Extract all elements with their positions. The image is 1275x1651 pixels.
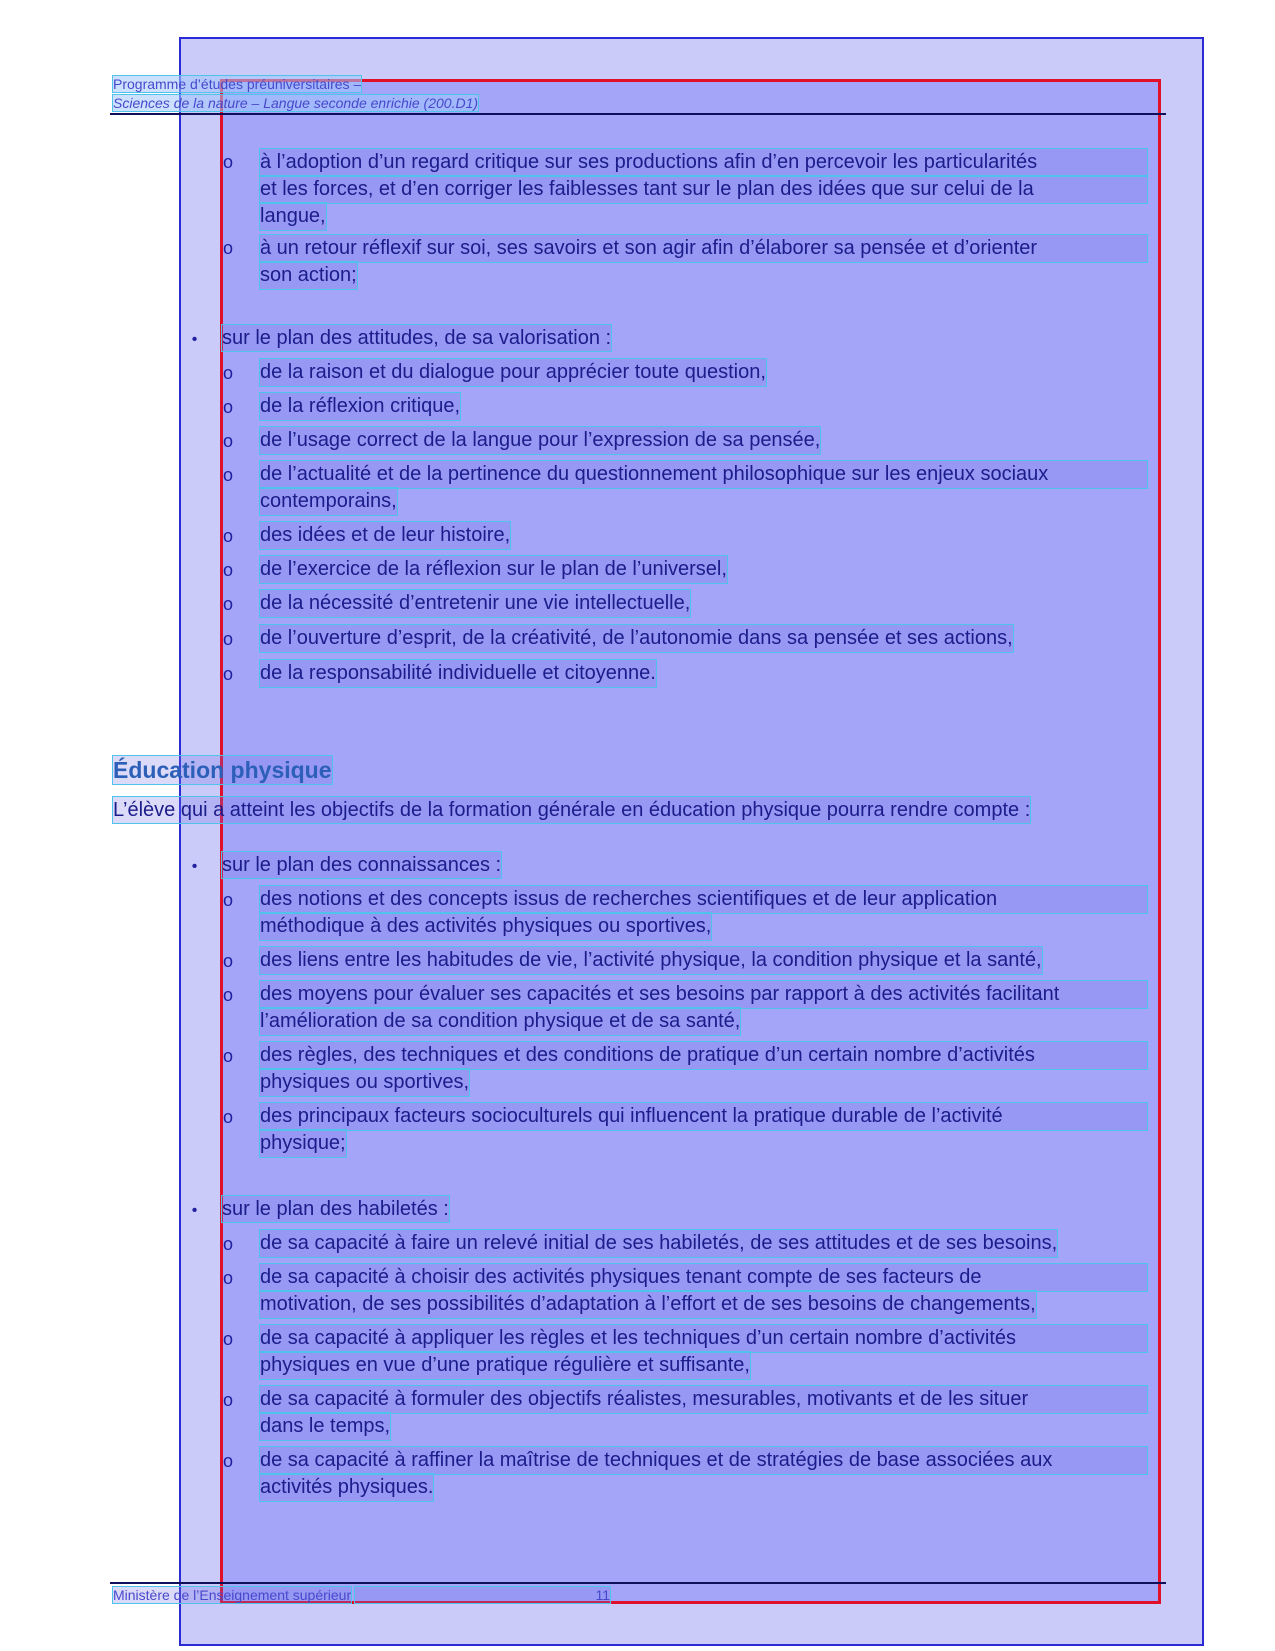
sub-bullet: o [223,363,234,383]
sub-bullet: o [223,664,234,684]
sub-bullet: o [223,1390,234,1410]
connaissances-heading: sur le plan des connaissances : [222,854,502,876]
page-number: 11 [355,1587,610,1603]
list-item: de sa capacité à raffiner la maîtrise de techniques et de stratégies de base associées aux activités physiques. [260,1447,1160,1501]
footer-rule [110,1582,1166,1584]
list-item: des principaux facteurs socioculturels qui influencent la pratique durable de l’activité physique; [260,1103,1160,1157]
habiletes-heading: sur le plan des habiletés : [222,1198,449,1220]
line: langue, [260,203,326,230]
bullet: • [191,1202,198,1219]
list-item: des règles, des techniques et des conditions de pratique d’un certain nombre d’activités physiques ou sportives, [260,1042,1160,1096]
list-item [260,149,1160,230]
header-rule [110,113,1166,115]
sub-bullet: o [223,1046,234,1066]
list-item: des notions et des concepts issus de recherches scientifiques et de leur application méthodique à des activités physiques ou sportives, [260,886,1160,940]
sub-bullet: o [223,594,234,614]
list-item: de la raison et du dialogue pour apprécier toute question, [260,359,1160,386]
list-item: des moyens pour évaluer ses capacités et ses besoins par rapport à des activités facilitant l’amélioration de sa condition physique et de sa santé, [260,981,1160,1035]
bullet: • [191,331,198,348]
line: et les forces, et d’en corriger les faiblesses tant sur le plan des idées que sur celui de la [260,176,1147,203]
list-item: de l’actualité et de la pertinence du questionnement philosophique sur les enjeux sociaux contemporains, [260,461,1160,515]
sub-bullet: o [223,431,234,451]
line: son action; [260,262,357,289]
list-item: de l’ouverture d’esprit, de la créativité, de l’autonomie dans sa pensée et ses actions, [260,625,1160,652]
sub-bullet: o [223,951,234,971]
line: à l’adoption d’un regard critique sur ses productions afin d’en percevoir les particularités [260,149,1147,176]
sub-bullet: o [223,1329,234,1349]
list-item [260,235,1160,289]
list-item: de sa capacité à choisir des activités physiques tenant compte de ses facteurs de motivation, de ses possibilités d’adaptation à l’effort et de ses besoins de changements, [260,1264,1160,1318]
sub-bullet: o [223,1234,234,1254]
list-item: de l’exercice de la réflexion sur le plan de l’universel, [260,556,1160,583]
list-item: de la responsabilité individuelle et citoyenne. [260,660,1160,687]
sub-bullet: o [223,1268,234,1288]
sub-bullet: o [223,238,234,258]
sub-bullet: o [223,560,234,580]
list-item: de l’usage correct de la langue pour l’expression de sa pensée, [260,427,1160,454]
sub-bullet: o [223,985,234,1005]
list-item: des liens entre les habitudes de vie, l’activité physique, la condition physique et la santé, [260,947,1160,974]
list-item: de sa capacité à formuler des objectifs réalistes, mesurables, motivants et de les situer dans le temps, [260,1386,1160,1440]
footer [113,1587,610,1603]
section-intro: L’élève qui a atteint les objectifs de la formation générale en éducation physique pourra rendre compte : [113,799,1031,821]
sub-bullet: o [223,1107,234,1127]
sub-bullet: o [223,629,234,649]
sub-bullet: o [223,526,234,546]
header-program: Programme d’études préuniversitaires – [113,76,362,92]
list-item: de la réflexion critique, [260,393,1160,420]
sub-bullet: o [223,152,234,172]
sub-bullet: o [223,465,234,485]
sub-bullet: o [223,1451,234,1471]
list-item: de sa capacité à appliquer les règles et les techniques d’un certain nombre d’activités physiques en vue d’une pratique régulière et suffisante, [260,1325,1160,1379]
sub-bullet: o [223,397,234,417]
attitudes-heading: sur le plan des attitudes, de sa valorisation : [222,327,612,349]
list-item: de la nécessité d’entretenir une vie intellectuelle, [260,590,1160,617]
section-title: Éducation physique [113,757,332,783]
header-subtitle: Sciences de la nature – Langue seconde enrichie (200.D1) [113,95,479,111]
line: à un retour réflexif sur soi, ses savoirs et son agir afin d’élaborer sa pensée et d’orienter [260,235,1147,262]
sub-bullet: o [223,890,234,910]
footer-ministry: Ministère de l’Enseignement supérieur [113,1587,352,1603]
bullet: • [191,858,198,875]
list-item: de sa capacité à faire un relevé initial de ses habiletés, de ses attitudes et de ses besoins, [260,1230,1160,1257]
list-item: des idées et de leur histoire, [260,522,1160,549]
